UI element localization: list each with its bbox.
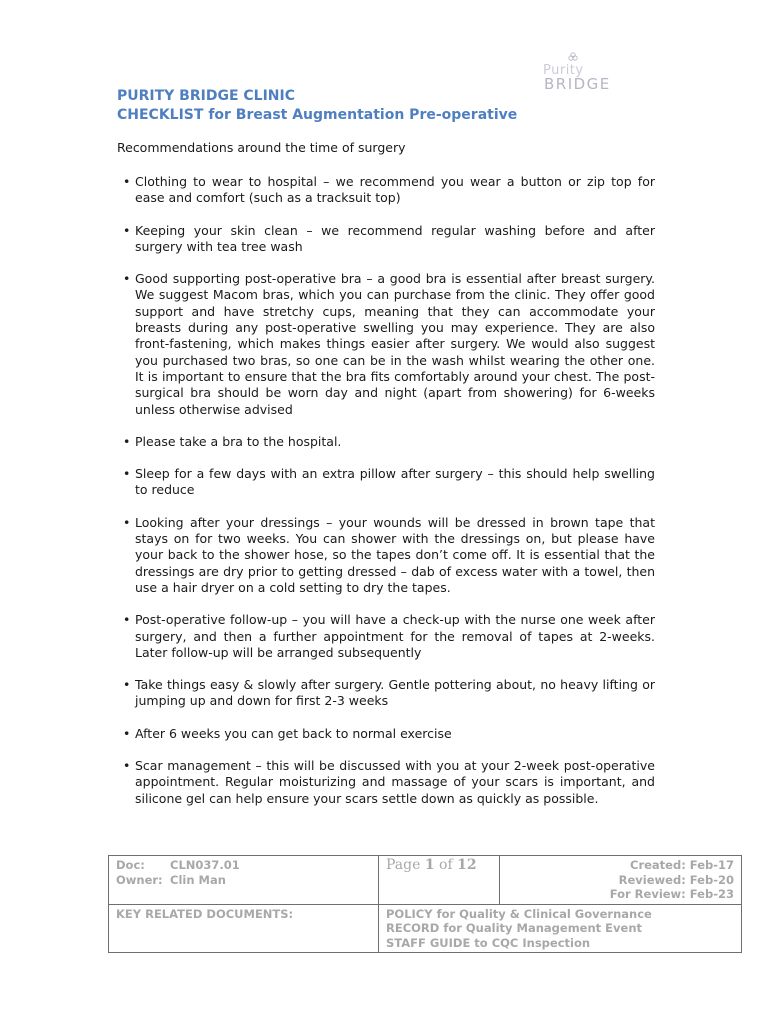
related-label-cell [109, 904, 379, 953]
item-text: After 6 weeks you can get back to normal exercise [135, 725, 452, 741]
item-text: Looking after your dressings – your wounds will be dressed in brown tape that stays on for two weeks. You can shower with the dressings on, but please have your back to the shower hose, so the tapes don’t come off. It is essential that the dressings are dry prior to getting dressed – dab of excess water with a towel, then use a hair dryer on a cold setting to dry the tapes. [135, 514, 655, 595]
item-text: Scar management – this will be discussed with you at your 2-week post-operative appointment. Regular moisturizing and massage of your scars is important, and silicone gel can help ensure your scars settle down as quickly as possible. [135, 758, 655, 806]
owner-label: Owner: [116, 872, 163, 887]
item-text: Sleep for a few days with an extra pillow after surgery – this should help swelling to reduce [135, 466, 655, 498]
list-item [123, 466, 655, 499]
bullet: • [123, 466, 131, 482]
doc-info-cell [109, 856, 379, 905]
related-doc: RECORD for Quality Management Event [386, 921, 643, 935]
list-item [123, 515, 655, 596]
bullet: • [123, 433, 131, 449]
doc-label: Doc: [116, 858, 145, 872]
checklist [123, 174, 655, 807]
bullet: • [123, 758, 131, 774]
related-doc: STAFF GUIDE to CQC Inspection [386, 935, 591, 950]
bullet: • [123, 612, 131, 628]
bullet: • [123, 514, 131, 530]
reviewed-date: Reviewed: Feb-20 [618, 872, 734, 887]
checklist-title: CHECKLIST for Breast Augmentation Pre-operative [117, 107, 518, 123]
list-item [123, 223, 655, 256]
page-number: Page 1 of 12 [386, 857, 477, 873]
related-docs-cell [379, 904, 742, 953]
bullet: • [123, 222, 131, 238]
item-text: Post-operative follow-up – you will have a check-up with the nurse one week after surgery, and then a further appointment for the removal of tapes at 2-weeks. Later follow-up will be arranged subsequently [135, 612, 655, 660]
bullet: • [123, 271, 131, 287]
logo-line-2: BRIDGE [544, 75, 611, 93]
list-item [123, 434, 655, 450]
owner-value: Clin Man [170, 872, 226, 887]
list-item [123, 612, 655, 661]
doc-number: CLN037.01 [170, 858, 240, 872]
related-label: KEY RELATED DOCUMENTS: [116, 906, 294, 921]
item-text: Good supporting post-operative bra – a good bra is essential after breast surgery. We suggest Macom bras, which you can purchase from the clinic. They offer good support and have stretchy cups, meaning that they can accommodate your breasts during any post-operative swelling you may experience. They are also front-fastening, which makes things easier after surgery. We would also suggest you purchased two bras, so one can be in the wash whilst wearing the other one. It is important to ensure that the bra fits comfortably around your chest. The post-surgical bra should be worn day and night (apart from showering) for 6-weeks unless otherwise advised [135, 271, 655, 417]
logo-line-1: Purity [543, 63, 584, 78]
list-item [123, 271, 655, 418]
bullet: • [123, 677, 131, 693]
dates-cell [500, 856, 742, 905]
bullet: • [123, 725, 131, 741]
page-cell [379, 856, 500, 905]
review-due-date: For Review: Feb-23 [609, 887, 734, 901]
clinic-logo [540, 50, 624, 92]
related-doc: POLICY for Quality & Clinical Governance [386, 906, 652, 921]
item-text: Please take a bra to the hospital. [135, 433, 342, 449]
list-item [123, 677, 655, 710]
document-control-footer [108, 855, 742, 953]
document-header [117, 87, 657, 125]
item-text: Take things easy & slowly after surgery. Gentle pottering about, no heavy lifting or jumping up and down for first 2-3 weeks [135, 677, 655, 709]
item-text: Keeping your skin clean – we recommend regular washing before and after surgery with tea tree wash [135, 222, 655, 254]
bullet: • [123, 174, 131, 189]
list-item [123, 174, 655, 207]
item-text: Clothing to wear to hospital – we recommend you wear a button or zip top for ease and comfort (such as a tracksuit top) [135, 174, 655, 206]
clinic-name: PURITY BRIDGE CLINIC [117, 88, 295, 104]
intro-text: Recommendations around the time of surgery [117, 140, 406, 155]
list-item [123, 726, 655, 742]
created-date: Created: Feb-17 [630, 858, 734, 872]
flower-icon [568, 52, 578, 62]
list-item [123, 758, 655, 807]
